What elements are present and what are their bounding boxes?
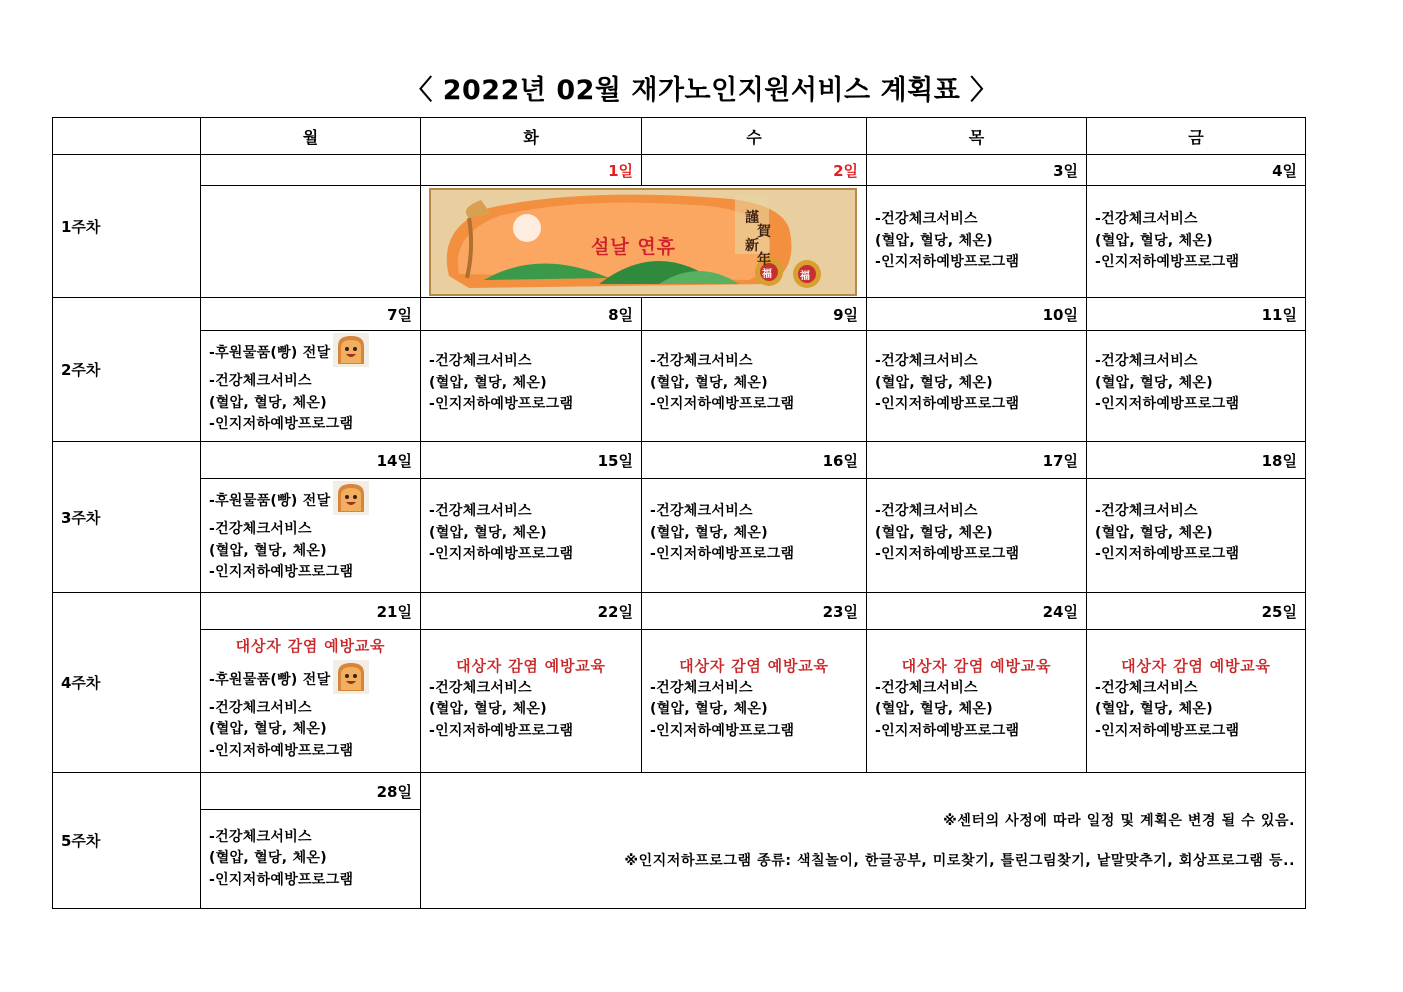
date-w1-mon [201, 155, 421, 186]
seal-text-4: 年 [757, 251, 771, 268]
week1-date-row [53, 155, 1306, 186]
vitals-item: (혈압, 혈당, 체온) [875, 701, 993, 717]
bread-delivery-item [209, 335, 412, 371]
date-w5-mon: 28일 [201, 773, 421, 810]
bread-delivery-item [209, 662, 412, 698]
cell-w4-thu [867, 630, 1087, 773]
vitals-item: (혈압, 혈당, 체온) [1095, 524, 1213, 541]
date-w2-wed: 9일 [642, 298, 867, 331]
cell-w3-tue [421, 479, 642, 593]
date-w4-wed: 23일 [642, 593, 867, 630]
health-check-item: -건강체크서비스 [429, 679, 532, 696]
week2-content-row [53, 331, 1306, 442]
program-types-note: ※인지저하프로그램 종류: 색칠놀이, 한글공부, 미로찾기, 틀린그림찾기, 낱말맞추기, 회상프로그램 등.. [624, 852, 1295, 869]
vitals-item: (혈압, 혈당, 체온) [209, 721, 327, 737]
notes-cell [421, 773, 1306, 909]
cell-w4-tue [421, 630, 642, 773]
program-item: -인지저하예방프로그램 [209, 416, 354, 432]
cell-w3-wed [642, 479, 867, 593]
vitals-item: (혈압, 혈당, 체온) [875, 524, 993, 541]
program-item: -인지저하예방프로그램 [875, 546, 1020, 562]
schedule-change-note: ※센터의 사정에 따라 일정 및 계획은 변경 될 수 있음. [943, 812, 1295, 829]
program-item: -인지저하예방프로그램 [1095, 254, 1240, 271]
cell-w4-wed [642, 630, 867, 773]
program-item: -인지저하예방프로그램 [209, 742, 354, 759]
date-w4-mon: 21일 [201, 593, 421, 630]
bread-delivery-label: -후원물품(빵) 전달 [209, 493, 331, 509]
health-check-item: -건강체크서비스 [429, 503, 532, 519]
week1-content-row [53, 186, 1306, 298]
date-w3-thu: 17일 [867, 442, 1087, 479]
cell-w2-fri [1087, 331, 1306, 442]
date-w1-tue: 1일 [421, 155, 642, 186]
infection-edu-item: 대상자 감염 예방교육 [235, 637, 386, 655]
vitals-item: (혈압, 혈당, 체온) [429, 374, 547, 391]
vitals-item: (혈압, 혈당, 체온) [1095, 232, 1213, 249]
seal-text-3: 新 [745, 237, 759, 254]
bread-icon [332, 480, 370, 516]
program-item: -인지저하예방프로그램 [875, 254, 1020, 271]
infection-edu-item: 대상자 감염 예방교육 [456, 657, 606, 675]
week4-label: 4주차 [53, 593, 201, 773]
cell-w4-fri [1087, 630, 1306, 773]
cell-w3-fri [1087, 479, 1306, 593]
week3-date-row [53, 442, 1306, 479]
bread-delivery-label: -후원물품(빵) 전달 [209, 671, 331, 688]
header-tue: 화 [421, 118, 642, 155]
health-check-item: -건강체크서비스 [209, 828, 312, 845]
program-item: -인지저하예방프로그램 [1095, 546, 1240, 562]
program-item: -인지저하예방프로그램 [650, 396, 795, 412]
week2-date-row [53, 298, 1306, 331]
vitals-item: (혈압, 혈당, 체온) [875, 232, 993, 249]
date-w1-wed: 2일 [642, 155, 867, 186]
program-item: -인지저하예방프로그램 [429, 396, 574, 412]
date-w3-tue: 15일 [421, 442, 642, 479]
seal-text-2: 賀 [757, 223, 771, 240]
vitals-item: (혈압, 혈당, 체온) [209, 542, 327, 559]
date-w4-fri: 25일 [1087, 593, 1306, 630]
cell-w1-thu [867, 186, 1087, 298]
pouch-text-1: 福 [762, 268, 772, 280]
holiday-banner [429, 188, 857, 296]
header-wed: 수 [642, 118, 867, 155]
program-item: -인지저하예방프로그램 [209, 871, 354, 888]
header-mon: 월 [201, 118, 421, 155]
bread-icon [332, 659, 370, 695]
program-item: -인지저하예방프로그램 [1095, 722, 1240, 739]
pouch-text-2: 福 [800, 270, 810, 282]
date-w3-wed: 16일 [642, 442, 867, 479]
cell-w3-mon [201, 479, 421, 593]
vitals-item: (혈압, 혈당, 체온) [650, 701, 768, 717]
infection-edu-item: 대상자 감염 예방교육 [1121, 657, 1271, 675]
program-item: -인지저하예방프로그램 [650, 722, 795, 739]
date-w2-tue: 8일 [421, 298, 642, 331]
date-w2-mon: 7일 [201, 298, 421, 331]
vitals-item: (혈압, 혈당, 체온) [650, 524, 768, 541]
date-w1-thu: 3일 [867, 155, 1087, 186]
bread-icon [332, 332, 370, 368]
page-title: 〈 2022년 02월 재가노인지원서비스 계획표 〉 [405, 75, 998, 106]
health-check-item: -건강체크서비스 [650, 679, 753, 696]
health-check-item: -건강체크서비스 [875, 679, 978, 696]
health-check-item: -건강체크서비스 [429, 353, 532, 369]
vitals-item: (혈압, 혈당, 체온) [429, 701, 547, 717]
cell-w2-thu [867, 331, 1087, 442]
health-check-item: -건강체크서비스 [209, 521, 312, 537]
header-thu: 목 [867, 118, 1087, 155]
cell-w5-mon [201, 810, 421, 909]
date-w1-fri: 4일 [1087, 155, 1306, 186]
bread-delivery-item [209, 483, 412, 519]
vitals-item: (혈압, 혈당, 체온) [1095, 701, 1213, 717]
header-corner [53, 118, 201, 155]
bread-delivery-label: -후원물품(빵) 전달 [209, 345, 331, 361]
health-check-item: -건강체크서비스 [650, 353, 753, 369]
health-check-item: -건강체크서비스 [875, 353, 978, 369]
vitals-item: (혈압, 혈당, 체온) [429, 524, 547, 541]
health-check-item: -건강체크서비스 [1095, 211, 1198, 228]
cell-w1-holiday [421, 186, 867, 298]
header-fri: 금 [1087, 118, 1306, 155]
cell-w2-tue [421, 331, 642, 442]
program-item: -인지저하예방프로그램 [1095, 396, 1240, 412]
schedule-table [52, 117, 1306, 909]
cell-w3-thu [867, 479, 1087, 593]
health-check-item: -건강체크서비스 [209, 699, 312, 716]
program-item: -인지저하예방프로그램 [429, 722, 574, 739]
vitals-item: (혈압, 혈당, 체온) [650, 374, 768, 391]
date-w3-mon: 14일 [201, 442, 421, 479]
week4-date-row [53, 593, 1306, 630]
infection-edu-item: 대상자 감염 예방교육 [679, 657, 829, 675]
cell-w2-mon [201, 331, 421, 442]
health-check-item: -건강체크서비스 [1095, 679, 1198, 696]
health-check-item: -건강체크서비스 [875, 503, 978, 519]
vitals-item: (혈압, 혈당, 체온) [209, 850, 327, 867]
program-item: -인지저하예방프로그램 [875, 722, 1020, 739]
date-w3-fri: 18일 [1087, 442, 1306, 479]
health-check-item: -건강체크서비스 [650, 503, 753, 519]
cell-w4-mon [201, 630, 421, 773]
week3-content-row [53, 479, 1306, 593]
week4-content-row [53, 630, 1306, 773]
vitals-item: (혈압, 혈당, 체온) [1095, 374, 1213, 391]
date-w4-tue: 22일 [421, 593, 642, 630]
holiday-label: 설날 연휴 [591, 235, 677, 258]
week5-date-row [53, 773, 1306, 810]
program-item: -인지저하예방프로그램 [209, 564, 354, 580]
date-w2-fri: 11일 [1087, 298, 1306, 331]
week3-label: 3주차 [53, 442, 201, 593]
date-w4-thu: 24일 [867, 593, 1087, 630]
week2-label: 2주차 [53, 298, 201, 442]
week5-label: 5주차 [53, 773, 201, 909]
health-check-item: -건강체크서비스 [1095, 503, 1198, 519]
health-check-item: -건강체크서비스 [1095, 353, 1198, 369]
infection-edu-item: 대상자 감염 예방교육 [901, 657, 1052, 675]
program-item: -인지저하예방프로그램 [650, 546, 795, 562]
date-w2-thu: 10일 [867, 298, 1087, 331]
cell-w2-wed [642, 331, 867, 442]
health-check-item: -건강체크서비스 [875, 211, 978, 228]
health-check-item: -건강체크서비스 [209, 373, 312, 389]
cell-w1-mon [201, 186, 421, 298]
vitals-item: (혈압, 혈당, 체온) [209, 394, 327, 411]
vitals-item: (혈압, 혈당, 체온) [875, 374, 993, 391]
program-item: -인지저하예방프로그램 [875, 396, 1020, 412]
week1-label: 1주차 [53, 155, 201, 298]
seal-text-1: 謹 [745, 209, 759, 226]
program-item: -인지저하예방프로그램 [429, 546, 574, 562]
cell-w1-fri [1087, 186, 1306, 298]
header-row [53, 118, 1306, 155]
